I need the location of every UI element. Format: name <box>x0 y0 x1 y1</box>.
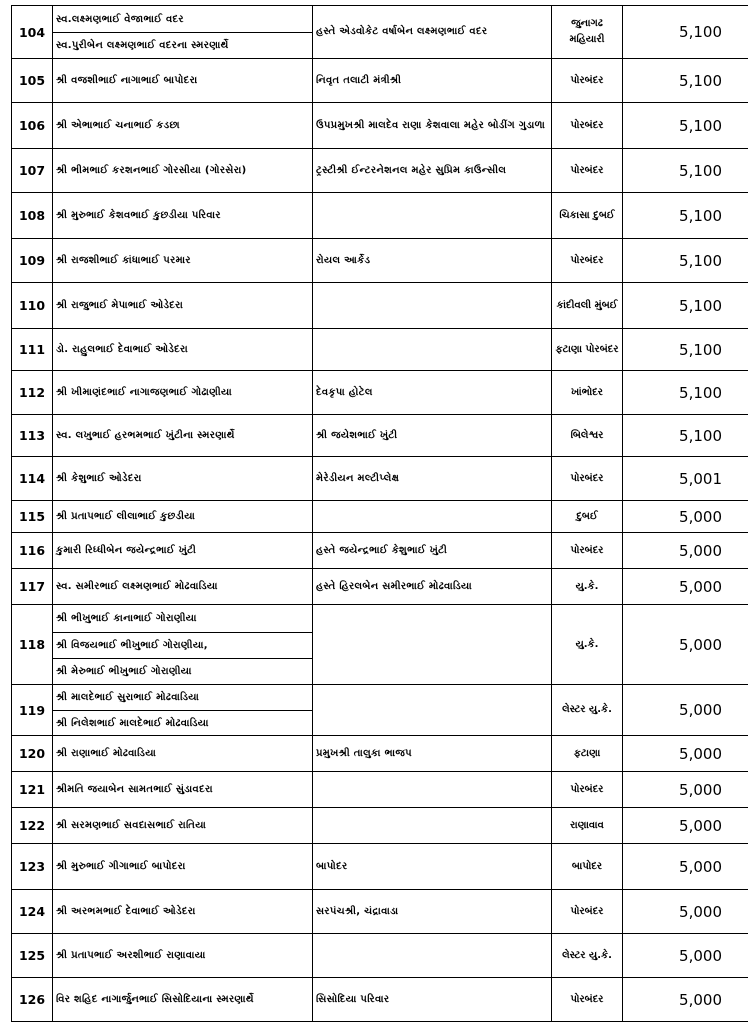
donor-name-cell <box>53 239 313 283</box>
table-row <box>12 149 748 193</box>
donor-place: પોરબંદર <box>552 59 623 103</box>
donor-name: શ્રી ભીમભાઈ કરશનભાઈ ગોરસીયા (ગોરસેરા) <box>56 165 247 176</box>
table-row <box>12 934 748 978</box>
donor-place: યુ.કે. <box>552 605 623 685</box>
table-row <box>12 193 748 239</box>
donor-place: બાપોદર <box>552 844 623 890</box>
donor-place: પોરબંદર <box>552 149 623 193</box>
table-row <box>12 844 748 890</box>
donor-name: શ્રી રાજશીભાઈ કાંધાભાઈ પરમાર <box>56 255 191 266</box>
row-number: 117 <box>12 569 53 605</box>
donor-name-cell <box>53 501 313 533</box>
table-row <box>12 736 748 772</box>
table-row <box>12 329 748 371</box>
donor-name-cell <box>53 808 313 844</box>
table-row <box>12 978 748 1022</box>
row-number: 105 <box>12 59 53 103</box>
donor-name: શ્રી કેશુભાઈ ઓડેદરા <box>56 473 142 484</box>
row-number: 119 <box>12 685 53 736</box>
donor-reference: ટ્રસ્ટીશ્રી ઈન્ટરનેશનલ મહેર સુપ્રિમ કાઉન્સીલ <box>313 149 552 193</box>
row-number: 120 <box>12 736 53 772</box>
donation-amount: 5,100 <box>623 329 748 371</box>
row-number: 111 <box>12 329 53 371</box>
donor-name-cell <box>53 193 313 239</box>
donor-reference <box>313 283 552 329</box>
donation-amount: 5,001 <box>623 457 748 501</box>
donor-name-cell <box>53 569 313 605</box>
donor-place: પોરબંદર <box>552 103 623 149</box>
donor-reference <box>313 329 552 371</box>
donor-reference <box>313 501 552 533</box>
donor-reference: શ્રી જયેશભાઈ ખુંટી <box>313 415 552 457</box>
donation-amount: 5,000 <box>623 533 748 569</box>
donor-name-cell <box>53 772 313 808</box>
donor-name: ડો. રાહુલભાઈ દેવાભાઈ ઓડેદરા <box>56 344 188 355</box>
donor-name-cell <box>53 149 313 193</box>
row-number: 109 <box>12 239 53 283</box>
donor-name: શ્રી ભીખુભાઈ કાનાભાઈ ગોરાણીયા <box>56 613 197 624</box>
donation-amount: 5,100 <box>623 6 748 59</box>
donor-name: શ્રી નિલેશભાઈ માલદેભાઈ મોઢવાડિયા <box>53 710 312 735</box>
donor-name-cell <box>53 283 313 329</box>
donation-amount: 5,000 <box>623 844 748 890</box>
donor-place: પોરબંદર <box>552 533 623 569</box>
table-row <box>12 569 748 605</box>
row-number: 104 <box>12 6 53 59</box>
donor-place: લેસ્ટર યુ.કે. <box>552 685 623 736</box>
table-row <box>12 59 748 103</box>
donor-reference <box>313 808 552 844</box>
table-row <box>12 415 748 457</box>
donor-reference: પ્રમુખશ્રી તાલુકા ભાજપ <box>313 736 552 772</box>
donor-reference: હસ્તે એડવોકેટ વર્ષાબેન લક્ષ્મણભાઈ વદર <box>313 6 552 59</box>
donor-name: સ્વ.પુરીબેન લક્ષ્મણભાઈ વદરના સ્મરણાર્થે <box>53 32 312 58</box>
table-row <box>12 457 748 501</box>
donation-amount: 5,000 <box>623 934 748 978</box>
table-row <box>12 371 748 415</box>
row-number: 110 <box>12 283 53 329</box>
donor-reference: ઉપપ્રમુખશ્રી માલદેવ રાણા કેશવાલા મહેર બોડીંગ ગુડાળા <box>313 103 552 149</box>
row-number: 113 <box>12 415 53 457</box>
donor-name: શ્રી અરભમભાઈ દેવાભાઈ ઓડેદરા <box>56 906 196 917</box>
donation-amount: 5,100 <box>623 193 748 239</box>
donor-place: દુબઈ <box>552 501 623 533</box>
row-number: 108 <box>12 193 53 239</box>
donation-amount: 5,100 <box>623 149 748 193</box>
row-number: 106 <box>12 103 53 149</box>
donor-reference <box>313 193 552 239</box>
donation-amount: 5,100 <box>623 59 748 103</box>
donor-reference: સરપંચશ્રી, ચંદ્રાવાડા <box>313 890 552 934</box>
donor-name-cell <box>53 605 313 685</box>
donor-reference: હસ્તે હિરલબેન સમીરભાઈ મોઢવાડિયા <box>313 569 552 605</box>
row-number: 115 <box>12 501 53 533</box>
donor-reference: સિસોદિયા પરિવાર <box>313 978 552 1022</box>
row-number: 126 <box>12 978 53 1022</box>
donor-name-cell <box>53 533 313 569</box>
donation-amount: 5,100 <box>623 415 748 457</box>
donor-name: વિર શહિદ નાગાર્જુનભાઈ સિસોદિયાના સ્મરણાર્થે <box>56 994 254 1005</box>
donor-name: સ્વ.લક્ષ્મણભાઈ વેજાભાઈ વદર <box>56 13 184 25</box>
row-number: 123 <box>12 844 53 890</box>
donor-reference: રોયલ આર્કેડ <box>313 239 552 283</box>
donor-place: પોરબંદર <box>552 239 623 283</box>
donor-name-cell <box>53 103 313 149</box>
donor-name: શ્રી માલદેભાઈ સુરાભાઈ મોઢવાડિયા <box>56 692 200 703</box>
donor-name: સ્વ. સમીરભાઈ લક્ષ્મણભાઈ મોઢવાડિયા <box>56 581 218 592</box>
donor-place: પોરબંદર <box>552 890 623 934</box>
donor-name: શ્રી મુરુભાઈ ગીગાભાઈ બાપોદરા <box>56 861 186 872</box>
table-row <box>12 283 748 329</box>
donation-amount: 5,000 <box>623 978 748 1022</box>
donor-place: પોરબંદર <box>552 772 623 808</box>
donor-name: શ્રી રાણાભાઈ મોઢવાડિયા <box>56 748 157 759</box>
row-number: 116 <box>12 533 53 569</box>
donor-name: શ્રી સરમણભાઈ સવદાસભાઈ રાતિયા <box>56 820 207 831</box>
table-body <box>12 6 748 1022</box>
donor-name: સ્વ. લખુભાઈ હરભમભાઈ ખુંટીના સ્મરણાર્થે <box>56 430 235 441</box>
donor-name-cell <box>53 844 313 890</box>
donor-place: ફટાણા <box>552 736 623 772</box>
donor-place: જુનાગઢ મહિયારી <box>552 6 623 59</box>
donation-amount: 5,000 <box>623 890 748 934</box>
donation-amount: 5,000 <box>623 772 748 808</box>
donor-name: શ્રી રાજુભાઈ મેપાભાઈ ઓડેદરા <box>56 300 184 311</box>
donor-place: પોરબંદર <box>552 978 623 1022</box>
donor-reference: મેરેડીયન મલ્ટીપ્લેક્ષ <box>313 457 552 501</box>
donor-name-cell <box>53 934 313 978</box>
donor-name: શ્રી પ્રતાપભાઈ અરશીભાઈ રાણાવાયા <box>56 950 206 961</box>
donor-name-cell <box>53 329 313 371</box>
donation-amount: 5,000 <box>623 808 748 844</box>
table-row <box>12 772 748 808</box>
donor-place: પોરબંદર <box>552 457 623 501</box>
table-row <box>12 808 748 844</box>
table-row <box>12 103 748 149</box>
donor-reference: હસ્તે જયેન્દ્રભાઈ કેશુભાઈ ખુંટી <box>313 533 552 569</box>
donation-amount: 5,000 <box>623 736 748 772</box>
donor-place: ચિકાસા દુબઈ <box>552 193 623 239</box>
donation-amount: 5,100 <box>623 239 748 283</box>
donor-reference: નિવૃત તલાટી મંત્રીશ્રી <box>313 59 552 103</box>
row-number: 121 <box>12 772 53 808</box>
table-row <box>12 890 748 934</box>
donor-name: શ્રીમતિ જયાબેન સામતભાઈ સુંડાવદરા <box>56 784 213 795</box>
donor-name-cell <box>53 890 313 934</box>
row-number: 112 <box>12 371 53 415</box>
table-row <box>12 6 748 59</box>
donor-name: શ્રી પ્રતાપભાઈ લીલાભાઈ કુછડીયા <box>56 511 196 522</box>
donor-name-cell <box>53 978 313 1022</box>
donor-name-cell <box>53 371 313 415</box>
donation-amount: 5,000 <box>623 605 748 685</box>
donation-amount: 5,000 <box>623 685 748 736</box>
row-number: 114 <box>12 457 53 501</box>
donor-table <box>11 5 748 1022</box>
donor-place: ખાંભોદર <box>552 371 623 415</box>
donor-name-cell <box>53 6 313 59</box>
table-row <box>12 501 748 533</box>
donation-amount: 5,000 <box>623 569 748 605</box>
donation-amount: 5,100 <box>623 371 748 415</box>
donor-place: રાણાવાવ <box>552 808 623 844</box>
donor-place: યુ.કે. <box>552 569 623 605</box>
donor-reference <box>313 685 552 736</box>
donation-amount: 5,000 <box>623 501 748 533</box>
donor-name: શ્રી મેરુભાઈ ભીખુભાઈ ગોરાણીયા <box>53 658 312 684</box>
row-number: 124 <box>12 890 53 934</box>
donor-reference <box>313 934 552 978</box>
donor-name: કુમારી રિધ્ધીબેન જયેન્દ્રભાઈ ખુંટી <box>56 545 197 556</box>
donor-place: લેસ્ટર યુ.કે. <box>552 934 623 978</box>
table-row <box>12 605 748 685</box>
donor-name-cell <box>53 59 313 103</box>
donor-name-cell <box>53 457 313 501</box>
donor-place: કાંદીવલી મુંબઈ <box>552 283 623 329</box>
row-number: 107 <box>12 149 53 193</box>
donor-name: શ્રી મુરુભાઈ કેશવભાઈ કુછડીયા પરિવાર <box>56 210 221 221</box>
donor-name-cell <box>53 685 313 736</box>
donor-reference <box>313 772 552 808</box>
donor-reference: બાપોદર <box>313 844 552 890</box>
donor-name: શ્રી વજશીભાઈ નાગાભાઈ બાપોદરા <box>56 75 198 86</box>
donor-name-cell <box>53 415 313 457</box>
donation-amount: 5,100 <box>623 283 748 329</box>
donor-place: બિલેશ્વર <box>552 415 623 457</box>
donor-name: શ્રી એભાભાઈ ચનાભાઈ કડછા <box>56 120 180 131</box>
row-number: 122 <box>12 808 53 844</box>
donor-name-cell <box>53 736 313 772</box>
table-row <box>12 533 748 569</box>
donor-name: શ્રી વિજયભાઈ ભીખુભાઈ ગોરાણીયા, <box>53 632 312 658</box>
donor-reference: દેવકૃપા હોટેલ <box>313 371 552 415</box>
donor-reference <box>313 605 552 685</box>
table-row <box>12 239 748 283</box>
donor-place: ફટાણા પોરબંદર <box>552 329 623 371</box>
row-number: 118 <box>12 605 53 685</box>
table-row <box>12 685 748 736</box>
donor-name: શ્રી ખીમાણંદભાઈ નાગાજણભાઈ ગોઢાણીયા <box>56 387 232 398</box>
row-number: 125 <box>12 934 53 978</box>
donation-amount: 5,100 <box>623 103 748 149</box>
